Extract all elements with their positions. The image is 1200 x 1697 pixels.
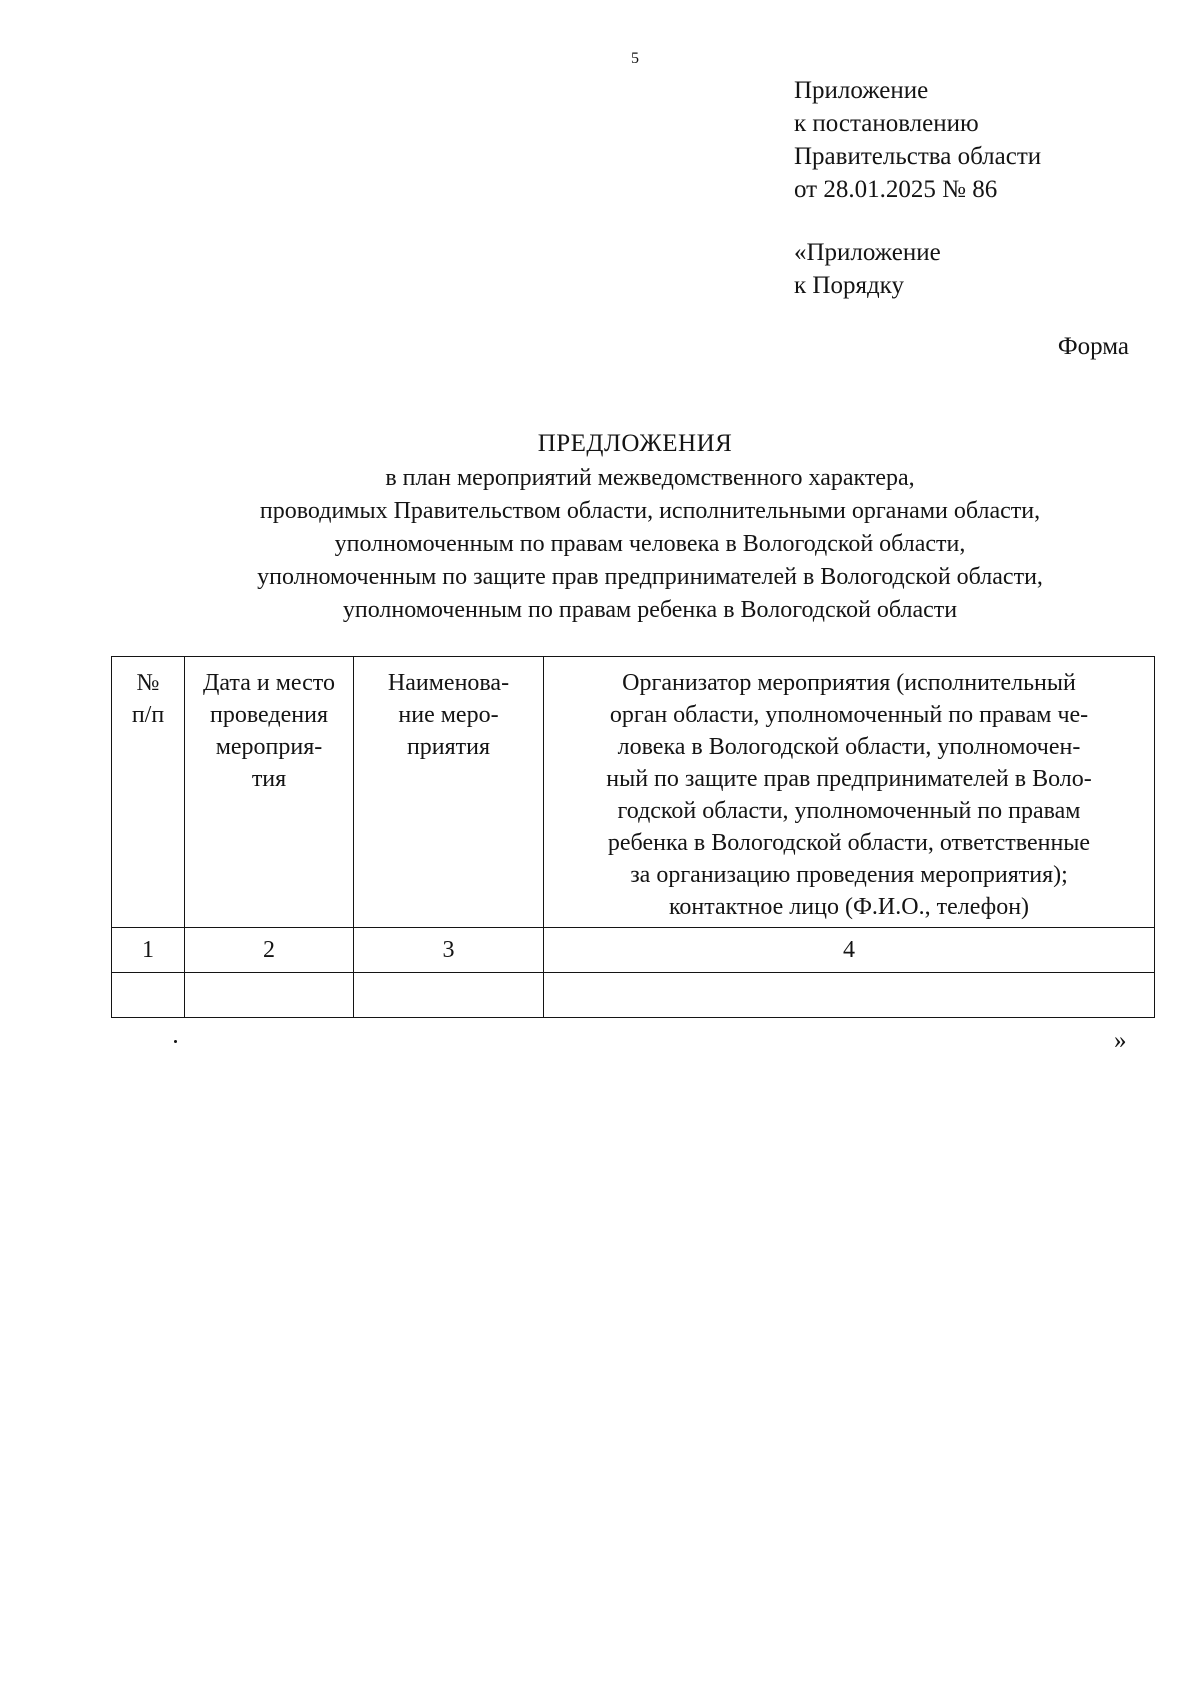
header-line: приятия <box>406 734 491 760</box>
appendix-line: от 28.01.2025 № 86 <box>794 176 998 203</box>
empty-cell <box>544 973 1155 1018</box>
header-line: тия <box>251 766 287 792</box>
header-line: проведения <box>210 702 328 728</box>
header-line: ный по защите прав предпринимателей в Воло- <box>606 766 1092 792</box>
subtitle-line: в план мероприятий межведомственного характера, <box>385 465 915 491</box>
column-number-cell: 1 <box>112 928 185 973</box>
document-title: ПРЕДЛОЖЕНИЯ <box>537 430 733 457</box>
header-cell-date-place <box>185 657 354 928</box>
header-line: Организатор мероприятия (исполнительный <box>622 670 1076 696</box>
header-line: Наименова- <box>387 670 510 696</box>
header-line: годской области, уполномоченный по правам <box>617 798 1081 824</box>
empty-cell <box>112 973 185 1018</box>
page-number: 5 <box>631 50 639 67</box>
column-number-cell: 3 <box>354 928 544 973</box>
column-number-cell: 2 <box>185 928 354 973</box>
appendix-quote-reference <box>794 236 941 302</box>
column-number-row <box>112 928 1155 973</box>
header-line: контактное лицо (Ф.И.О., телефон) <box>668 894 1030 920</box>
scan-dot <box>174 1040 177 1043</box>
header-line: ребенка в Вологодской области, ответственные <box>607 830 1091 856</box>
document-subtitle <box>150 462 1150 627</box>
header-line: мероприя- <box>215 734 323 760</box>
form-label: Форма <box>1057 333 1129 360</box>
subtitle-line: проводимых Правительством области, исполнительными органами области, <box>259 498 1041 524</box>
table-row <box>112 973 1155 1018</box>
header-line: п/п <box>131 702 165 728</box>
header-line: орган области, уполномоченный по правам че- <box>609 702 1089 728</box>
subtitle-line: уполномоченным по правам ребенка в Вологодской области <box>342 597 958 623</box>
header-line: ловека в Вологодской области, уполномочен- <box>617 734 1081 760</box>
header-cell-organizer <box>544 657 1155 928</box>
header-line: Дата и место <box>203 670 335 696</box>
header-line: № <box>136 670 160 696</box>
appendix-line: Приложение <box>794 77 929 104</box>
closing-quote: » <box>1114 1027 1127 1054</box>
empty-cell <box>354 973 544 1018</box>
header-line: ние меро- <box>398 702 499 728</box>
subtitle-line: уполномоченным по защите прав предпринимателей в Вологодской области, <box>257 564 1043 590</box>
appendix-line: к постановлению <box>794 110 979 137</box>
appendix-reference <box>794 74 1041 206</box>
appendix-line: Правительства области <box>794 143 1042 170</box>
appendix-quote-line: к Порядку <box>794 272 904 299</box>
appendix-quote-line: «Приложение <box>794 239 941 266</box>
column-number-cell: 4 <box>544 928 1155 973</box>
header-line: за организацию проведения мероприятия); <box>630 862 1068 888</box>
proposals-form-table <box>111 656 1155 1018</box>
header-cell-number <box>112 657 185 928</box>
subtitle-line: уполномоченным по правам человека в Вологодской области, <box>334 531 966 557</box>
empty-cell <box>185 973 354 1018</box>
header-cell-event-name <box>354 657 544 928</box>
table-header-row <box>112 657 1155 928</box>
